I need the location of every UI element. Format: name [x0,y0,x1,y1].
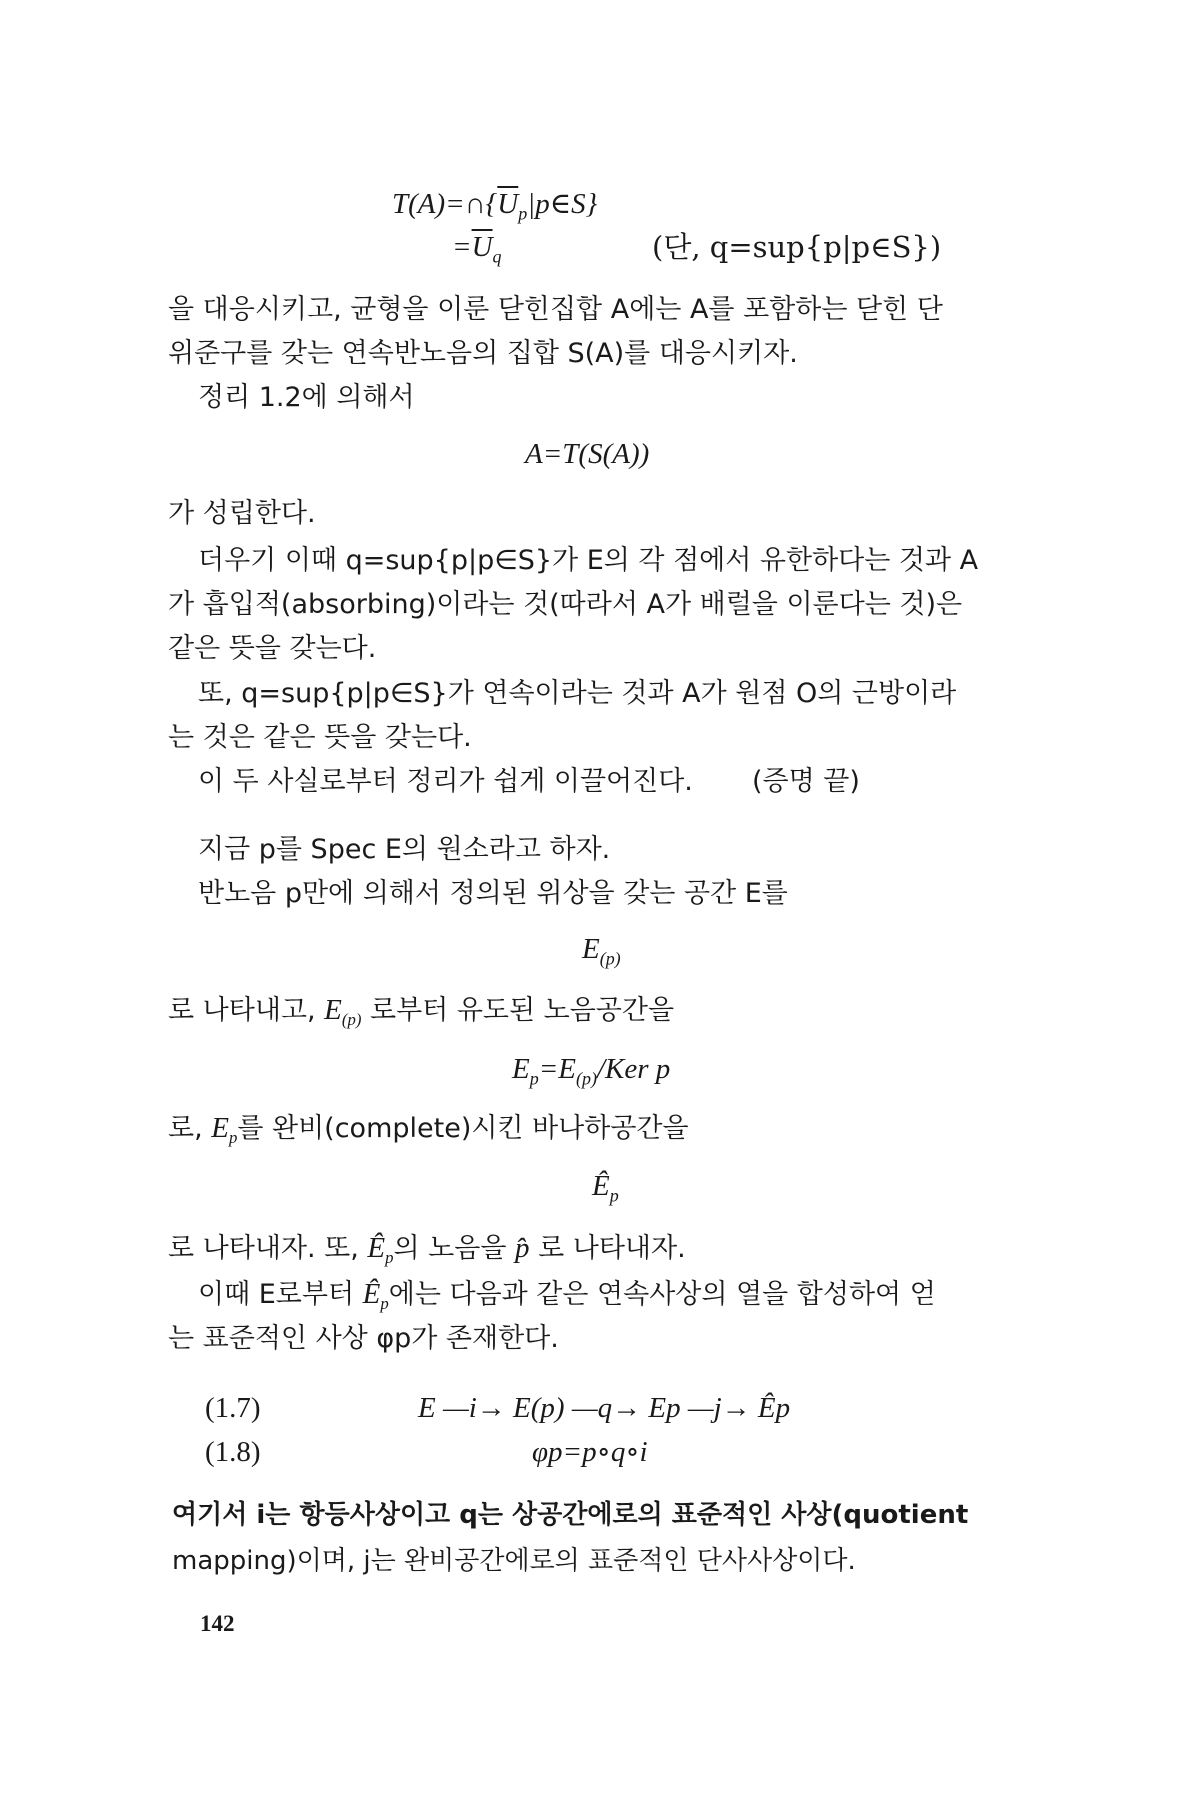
formula-note: (단, q=sup{p|p∈S}) [652,230,942,264]
p12-E-sub: p [380,1293,389,1313]
equation-E-p [582,935,621,967]
paragraph-5-line-2: 는 것은 같은 뜻을 갖는다. [168,722,472,753]
paragraph-4-line-2: 가 흡입적(absorbing)이라는 것(따라서 A가 배럴을 이룬다는 것)은 [168,589,963,620]
p11-post: 로 나타내자. [529,1233,686,1264]
equation-quotient [512,1055,670,1087]
p9-pre: 로 나타내고, [168,995,325,1026]
p9-E: E [324,994,342,1026]
paragraph-8: 반노음 p만에 의해서 정의된 위상을 갖는 공간 E를 [198,878,788,909]
p9-E-sub: (p) [341,1009,362,1029]
eq-quot-mid-sub: (p) [576,1068,597,1089]
p11-p: p̂ [515,1232,530,1264]
p12-pre: 이때 E로부터 [198,1279,363,1310]
paragraph-11 [168,1234,686,1267]
formula-U: $\overline{U}$ [497,188,519,220]
proof-end: (증명 끝) [752,766,860,797]
formula-set-cond: |p∈S} [527,188,598,220]
p10-pre: 로, [168,1113,212,1144]
paragraph-10 [168,1114,689,1147]
closing-line-1: 여기서 i는 항등사상이고 q는 상공간에로의 표준적인 사상(quotient [172,1500,969,1530]
paragraph-13: 는 표준적인 사상 φp가 존재한다. [168,1323,559,1354]
eq-E-base: E [582,933,600,965]
p12-post: 에는 다음과 같은 연속사상의 열을 합성하여 얻 [388,1279,936,1310]
paragraph-9 [168,996,674,1029]
paragraph-1-line-2: 위준구를 갖는 연속반노음의 집합 S(A)를 대응시키자. [168,338,798,369]
paragraph-4-line-1: 더우기 이때 q=sup{p|p∈S}가 E의 각 점에서 유한하다는 것과 A [198,545,979,576]
equation-label-1-7: (1.7) [205,1392,261,1424]
formula-U2-sub: q [492,246,502,267]
paragraph-6: 이 두 사실로부터 정리가 쉽게 이끌어진다. [198,766,693,797]
formula-intersection: =∩{ [445,188,498,220]
formula-U-sub: p [518,203,528,224]
paragraph-5-line-1: 또, q=sup{p|p∈S}가 연속이라는 것과 A가 원점 O의 근방이라 [198,678,957,709]
formula-lhs: T(A) [392,188,446,220]
p12-E: Ê [362,1278,381,1310]
formula-line-2 [452,233,502,265]
p11-pre: 로 나타내자. 또, [168,1233,368,1264]
eq-quot-lhs-sub: p [529,1068,539,1089]
paragraph-4-line-3: 같은 뜻을 갖는다. [168,633,377,664]
paragraph-1-line-1: 을 대응시키고, 균형을 이룬 닫힌집합 A에는 A를 포함하는 닫힌 단 [168,294,943,325]
paragraph-2: 정리 1.2에 의해서 [198,382,415,413]
equation-1-7: E —i→ E(p) —q→ Ep —j→ Êp [418,1392,791,1424]
p11-mid: 의 노음을 [393,1233,515,1264]
formula-line-1 [392,190,597,222]
equation-A: A=T(S(A)) [525,438,650,470]
paragraph-3: 가 성립한다. [168,498,316,529]
equation-label-1-8: (1.8) [205,1436,261,1468]
equation-1-8: φp=p∘q∘i [532,1436,648,1468]
eq-hat-E-sub: p [609,1185,619,1206]
paragraph-12 [198,1280,936,1313]
p11-E-sub: p [385,1247,394,1267]
paragraph-7: 지금 p를 Spec E의 원소라고 하자. [198,834,611,865]
eq-quot-mid: =E [538,1053,576,1085]
page-number: 142 [200,1611,235,1636]
p10-post: 를 완비(complete)시킨 바나하공간을 [237,1113,689,1144]
equation-hat-E [592,1172,619,1204]
p11-E: Ê [367,1232,386,1264]
formula-U2: $\overline{U}$ [471,231,493,263]
eq-hat-E: Ê [592,1170,610,1202]
formula-eq: = [452,231,472,263]
p10-E: E [211,1112,229,1144]
eq-quot-rhs: /Ker p [596,1053,671,1085]
p10-E-sub: p [228,1127,238,1147]
eq-quot-lhs: E [512,1053,530,1085]
p9-post: 로부터 유도된 노음공간을 [361,995,675,1026]
eq-E-sub: (p) [599,948,621,969]
closing-line-2: mapping)이며, j는 완비공간에로의 표준적인 단사사상이다. [172,1546,856,1576]
